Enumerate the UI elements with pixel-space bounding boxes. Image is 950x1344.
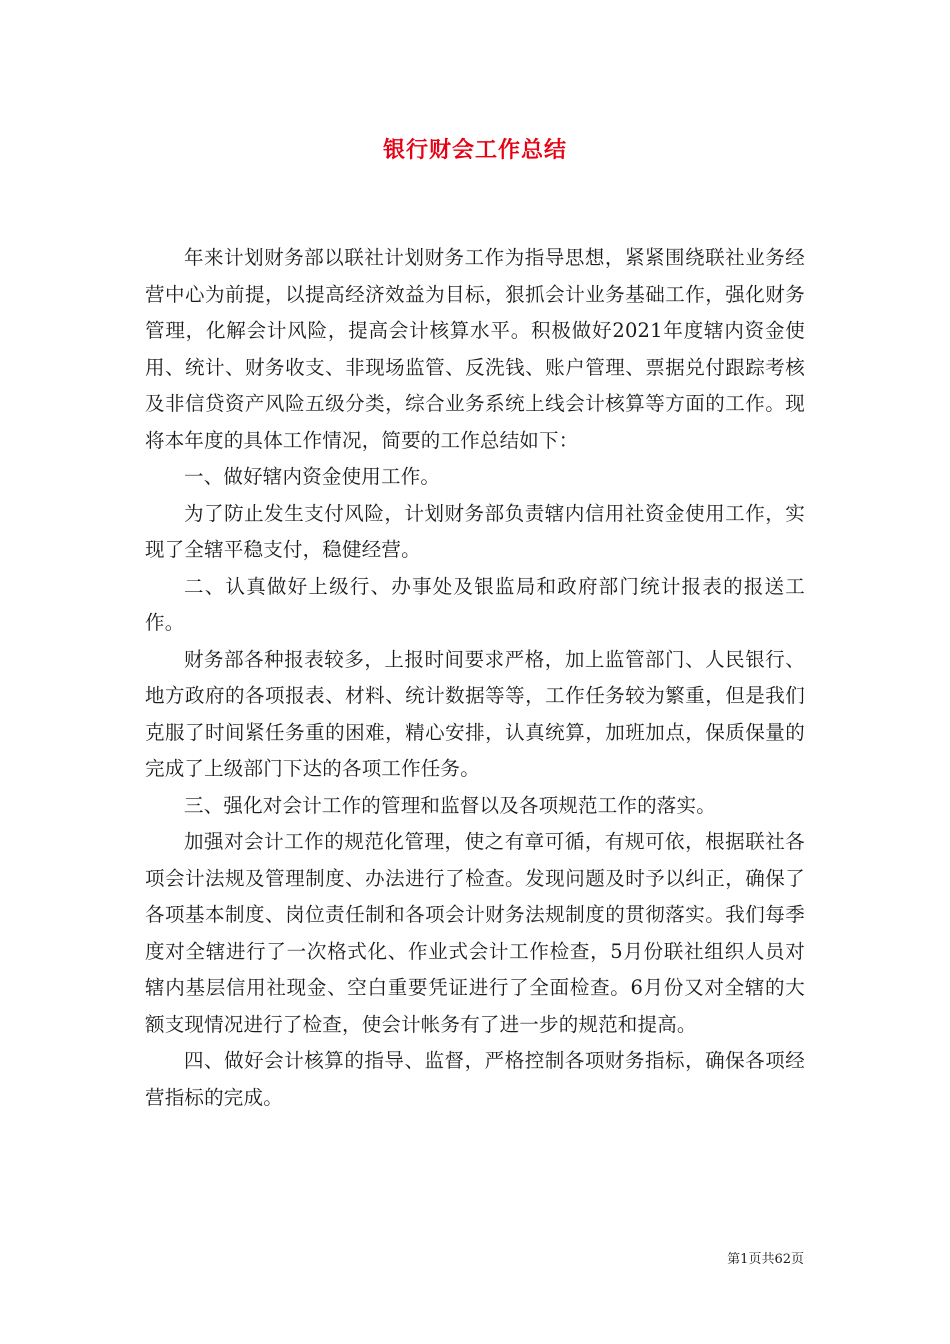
page-number: 第1页共62页	[727, 1252, 804, 1267]
heading-section-1: 一、做好辖内资金使用工作。	[184, 465, 441, 488]
heading-section-2: 二、认真做好上级行、办事处及银监局和政府部门统计报表的报送工作。	[145, 574, 805, 634]
heading-section-3: 三、强化对会计工作的管理和监督以及各项规范工作的落实。	[184, 793, 716, 817]
paragraph-section-1: 为了防止发生支付风险，计划财务部负责辖内信用社资金使用工作，实现了全辖平稳支付，稳健经营。	[145, 501, 805, 561]
paragraph-intro: 年来计划财务部以联社计划财务工作为指导思想，紧紧围绕联社业务经营中心为前提，以提高经济效益为目标，狠抓会计业务基础工作，强化财务管理，化解会计风险，提高会计核算水平。积极做好2021年度辖内资金使用、统计、财务收支、非现场监管、反洗钱、账户管理、票据兑付跟踪考核及非信贷资产风险五级分类，综合业务系统上线会计核算等方面的工作。现将本年度的具体工作情况，简要的工作总结如下：	[145, 246, 805, 452]
document-title: 银行财会工作总结	[382, 138, 567, 163]
paragraph-section-3: 加强对会计工作的规范化管理，使之有章可循，有规可依，根据联社各项会计法规及管理制度、办法进行了检查。发现问题及时予以纠正，确保了各项基本制度、岗位责任制和各项会计财务法规制度的贯彻落实。我们每季度对全辖进行了一次格式化、作业式会计工作检查，5月份联社组织人员对辖内基层信用社现金、空白重要凭证进行了全面检查。6月份又对全辖的大额支现情况进行了检查，使会计帐务有了进一步的规范和提高。	[145, 830, 805, 1036]
heading-section-4: 四、做好会计核算的指导、监督，严格控制各项财务指标，确保各项经营指标的完成。	[145, 1049, 805, 1109]
paragraph-section-2: 财务部各种报表较多，上报时间要求严格，加上监管部门、人民银行、地方政府的各项报表、材料、统计数据等等，工作任务较为繁重，但是我们克服了时间紧任务重的困难，精心安排，认真统算，加班加点，保质保量的完成了上级部门下达的各项工作任务。	[145, 647, 805, 780]
document-body	[145, 240, 805, 1116]
